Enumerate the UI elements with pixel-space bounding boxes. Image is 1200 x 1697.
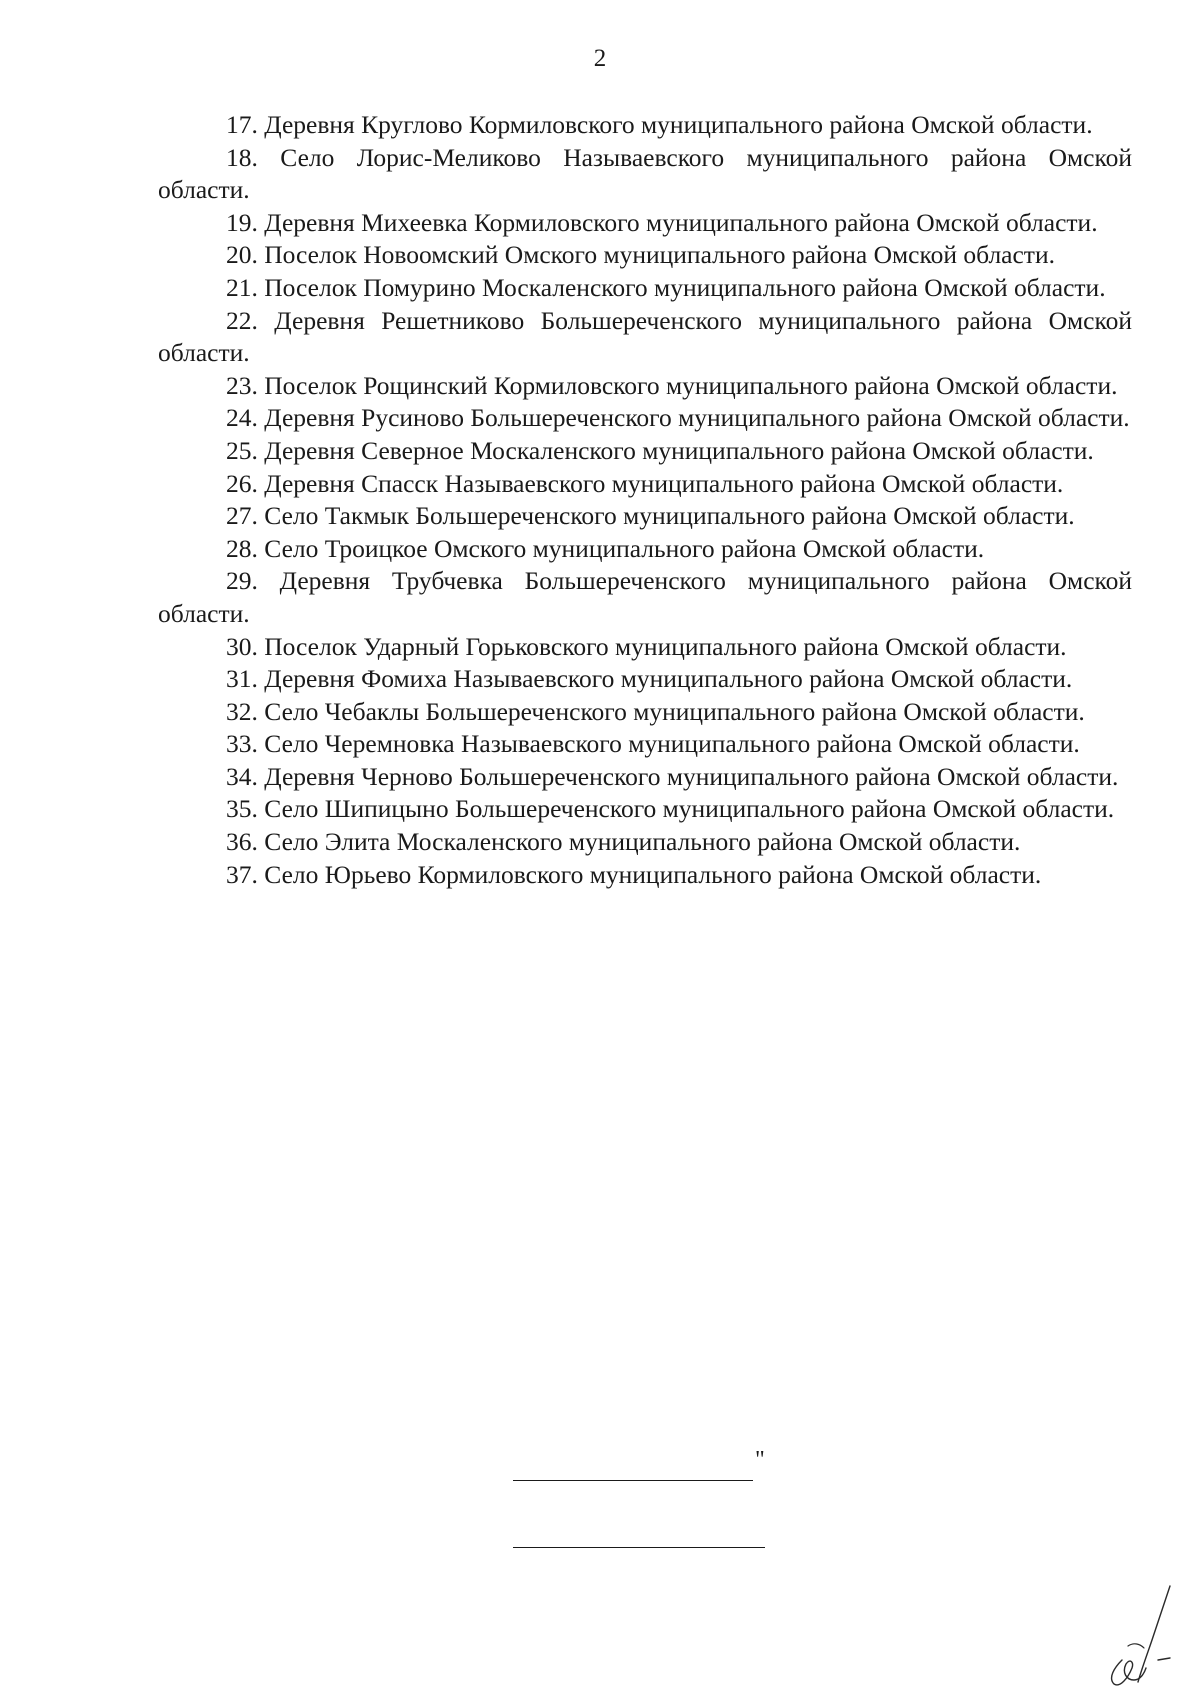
end-rule: [513, 1547, 765, 1548]
list-item: 22. Деревня Решетниково Большереченского муниципального района Омской области.: [158, 305, 1132, 368]
list-item: 36. Село Элита Москаленского муниципального района Омской области.: [226, 827, 1021, 857]
list-item: 34. Деревня Черново Большереченского муниципального района Омской области.: [226, 761, 1119, 791]
list-item: 24. Деревня Русиново Большереченского муниципального района Омской области.: [226, 403, 1130, 433]
list-item: 29. Деревня Трубчевка Большереченского муниципального района Омской области.: [158, 566, 1132, 628]
list-item: 25. Деревня Северное Москаленского муниципального района Омской области.: [226, 435, 1094, 465]
list-item: 31. Деревня Фомиха Называевского муниципального района Омской области.: [226, 664, 1073, 694]
list-item: 23. Поселок Рощинский Кормиловского муниципального района Омской области.: [226, 370, 1118, 400]
list-item: 28. Село Троицкое Омского муниципального района Омской области.: [226, 533, 985, 563]
list-item: 33. Село Черемновка Называевского муниципального района Омской области.: [226, 729, 1080, 759]
list-item: 32. Село Чебаклы Большереченского муниципального района Омской области.: [226, 696, 1085, 726]
list-item: 27. Село Такмык Большереченского муниципального района Омской области.: [226, 501, 1075, 531]
list-item: 18. Село Лорис-Меликово Называевского муниципального района Омской области.: [158, 142, 1132, 205]
closing-quote-mark: ": [755, 1447, 765, 1473]
list-item: 26. Деревня Спасск Называевского муниципального района Омской области.: [226, 468, 1064, 498]
list-item: 30. Поселок Ударный Горьковского муниципального района Омской области.: [226, 631, 1067, 661]
list-item: 17. Деревня Круглово Кормиловского муниципального района Омской области.: [226, 110, 1093, 139]
list-item: 21. Поселок Помурино Москаленского муниципального района Омской области.: [226, 272, 1106, 302]
list-item: 19. Деревня Михеевка Кормиловского муниципального района Омской области.: [226, 207, 1098, 237]
list-item: 37. Село Юрьево Кормиловского муниципального района Омской области.: [226, 859, 1042, 889]
closing-underline: [513, 1480, 753, 1481]
settlement-list: [158, 109, 1132, 891]
list-item: 20. Поселок Новоомский Омского муниципального района Омской области.: [226, 240, 1055, 270]
list-item: 35. Село Шипицыно Большереченского муниципального района Омской области.: [226, 794, 1115, 824]
page-number: 2: [593, 45, 607, 72]
handwritten-signature-icon: [1100, 1582, 1180, 1690]
